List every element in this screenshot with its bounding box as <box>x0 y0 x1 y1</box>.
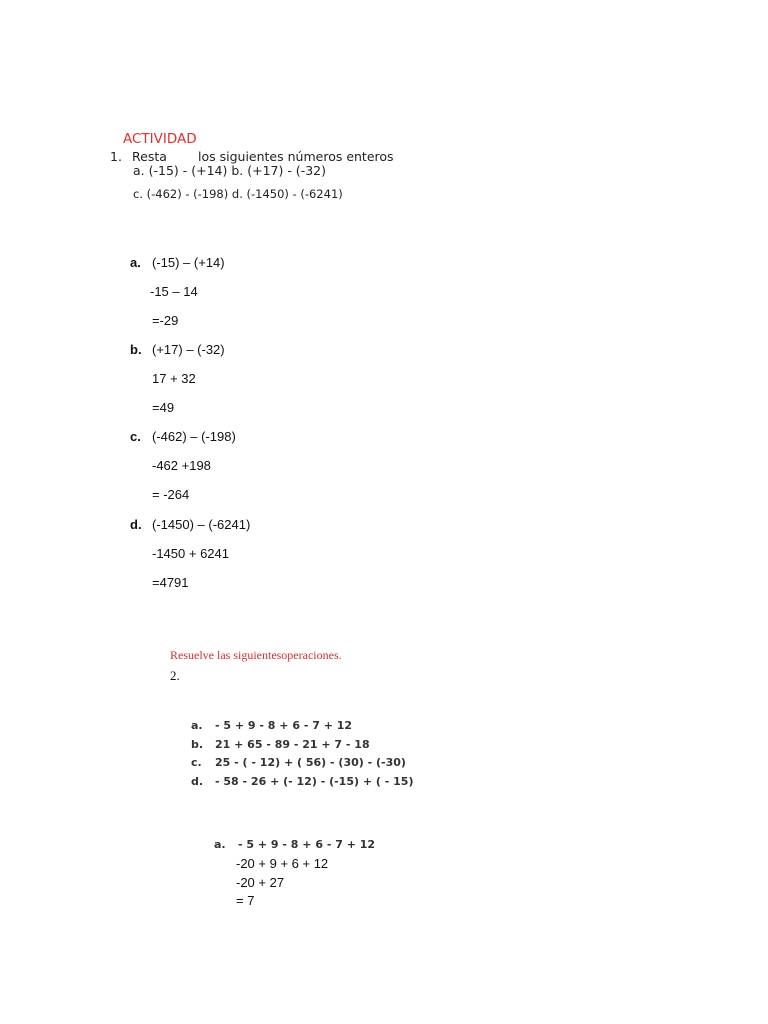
solution-b-result: =49 <box>152 400 175 415</box>
exercise-c-letter: c. <box>191 756 202 769</box>
question-1-items-ab: a. (-15) - (+14) b. (+17) - (-32) <box>133 163 326 178</box>
solution-d-letter: d. <box>130 517 142 532</box>
question-1-number: 1. <box>110 149 122 164</box>
answer-a-step-1: -20 + 9 + 6 + 12 <box>236 856 329 871</box>
exercise-c-expression: 25 - ( - 12) + ( 56) - (30) - (-30) <box>215 756 406 769</box>
exercise-b-expression: 21 + 65 - 89 - 21 + 7 - 18 <box>215 738 370 751</box>
question-1-text: los siguientes números enteros <box>198 149 394 164</box>
solution-b-expression: (+17) – (-32) <box>152 342 225 357</box>
answer-a-result: = 7 <box>236 893 255 908</box>
exercise-b-letter: b. <box>191 738 204 751</box>
solution-d-result: =4791 <box>152 575 189 590</box>
solution-d-expression: (-1450) – (-6241) <box>152 517 251 532</box>
solution-b-step: 17 + 32 <box>152 371 196 386</box>
solution-c-expression: (-462) – (-198) <box>152 429 236 444</box>
exercise-d-letter: d. <box>191 775 204 788</box>
exercise-a-letter: a. <box>191 719 203 732</box>
exercise-d-expression: - 58 - 26 + (- 12) - (-15) + ( - 15) <box>215 775 414 788</box>
solution-b-letter: b. <box>130 342 142 357</box>
solution-c-step: -462 +198 <box>152 458 211 473</box>
question-1-label: Resta <box>132 149 167 164</box>
solution-a-result: =-29 <box>152 313 179 328</box>
activity-title: ACTIVIDAD <box>123 131 197 147</box>
answer-a-step-2: -20 + 27 <box>236 875 285 890</box>
answer-a-expression: - 5 + 9 - 8 + 6 - 7 + 12 <box>238 838 376 851</box>
section-2-number: 2. <box>170 668 180 683</box>
solution-d-step: -1450 + 6241 <box>152 546 229 561</box>
solution-a-expression: (-15) – (+14) <box>152 255 225 270</box>
question-1-items-cd: c. (-462) - (-198) d. (-1450) - (-6241) <box>133 187 343 201</box>
answer-a-letter: a. <box>214 838 226 851</box>
solution-c-result: = -264 <box>152 487 190 502</box>
section-2-heading: Resuelve las siguientesoperaciones. <box>170 648 342 662</box>
solution-a-step: -15 – 14 <box>150 284 198 299</box>
solution-a-letter: a. <box>130 255 141 270</box>
exercise-a-expression: - 5 + 9 - 8 + 6 - 7 + 12 <box>215 719 353 732</box>
solution-c-letter: c. <box>130 429 141 444</box>
